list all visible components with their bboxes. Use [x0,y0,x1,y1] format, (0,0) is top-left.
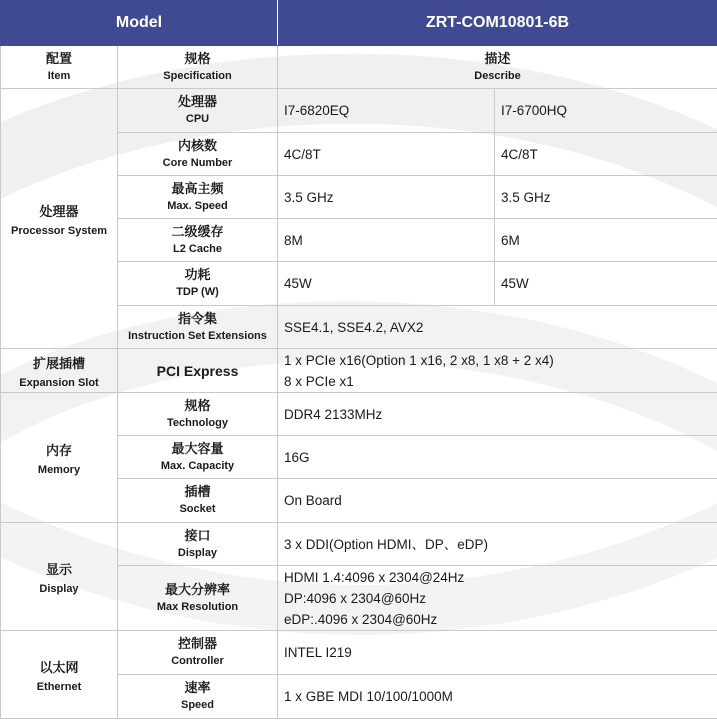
value-cell: HDMI 1.4:4096 x 2304@24Hz DP:4096 x 2304@60Hz eDP:.4096 x 2304@60Hz [278,566,717,631]
value-cell: 4C/8T [278,133,495,176]
value-cell: 8M [278,219,495,262]
value-cell: 45W [278,262,495,306]
model-value: ZRT-COM10801-6B [278,1,717,46]
item-header: 配置 Item [1,46,118,89]
category-processor: 处理器 Processor System [1,89,118,349]
spec-label: 最高主频 Max. Speed [118,176,278,219]
subheader-row [1,46,717,89]
spec-label: 处理器 CPU [118,89,278,133]
category-ethernet: 以太网 Ethernet [1,631,118,719]
model-label: Model [1,1,278,46]
describe-header: 描述 Describe [278,46,717,89]
value-cell: 1 x PCIe x16(Option 1 x16, 2 x8, 1 x8 + 2 x4) 8 x PCIe x1 [278,349,717,393]
value-cell: 4C/8T [495,133,717,176]
category-display: 显示 Display [1,523,118,631]
category-expansion: 扩展插槽 Expansion Slot [1,349,118,393]
pci-express-label: PCI Express [118,349,278,393]
value-cell: On Board [278,479,717,523]
spec-label: 规格 Technology [118,393,278,436]
value-cell: DDR4 2133MHz [278,393,717,436]
value-cell: 1 x GBE MDI 10/100/1000M [278,675,717,719]
value-cell: 3 x DDI(Option HDMI、DP、eDP) [278,523,717,566]
value-cell: 3.5 GHz [495,176,717,219]
table-row [1,393,717,436]
spec-header: 规格 Specification [118,46,278,89]
header-row [1,1,717,46]
spec-label: 接口 Display [118,523,278,566]
spec-label: 最大容量 Max. Capacity [118,436,278,479]
table-row [1,631,717,675]
category-memory: 内存 Memory [1,393,118,523]
spec-label: 功耗 TDP (W) [118,262,278,306]
value-cell: 45W [495,262,717,306]
value-cell: I7-6700HQ [495,89,717,133]
value-cell: INTEL I219 [278,631,717,675]
spec-label: 插槽 Socket [118,479,278,523]
value-cell: 6M [495,219,717,262]
table-row [1,349,717,393]
value-cell: I7-6820EQ [278,89,495,133]
spec-label: 内核数 Core Number [118,133,278,176]
spec-label: 二级缓存 L2 Cache [118,219,278,262]
spec-label: 最大分辨率 Max Resolution [118,566,278,631]
spec-label: 控制器 Controller [118,631,278,675]
table-row [1,89,717,133]
spec-label: 速率 Speed [118,675,278,719]
value-cell: SSE4.1, SSE4.2, AVX2 [278,306,717,349]
spec-label: 指令集 Instruction Set Extensions [118,306,278,349]
value-cell: 16G [278,436,717,479]
table-row [1,523,717,566]
value-cell: 3.5 GHz [278,176,495,219]
